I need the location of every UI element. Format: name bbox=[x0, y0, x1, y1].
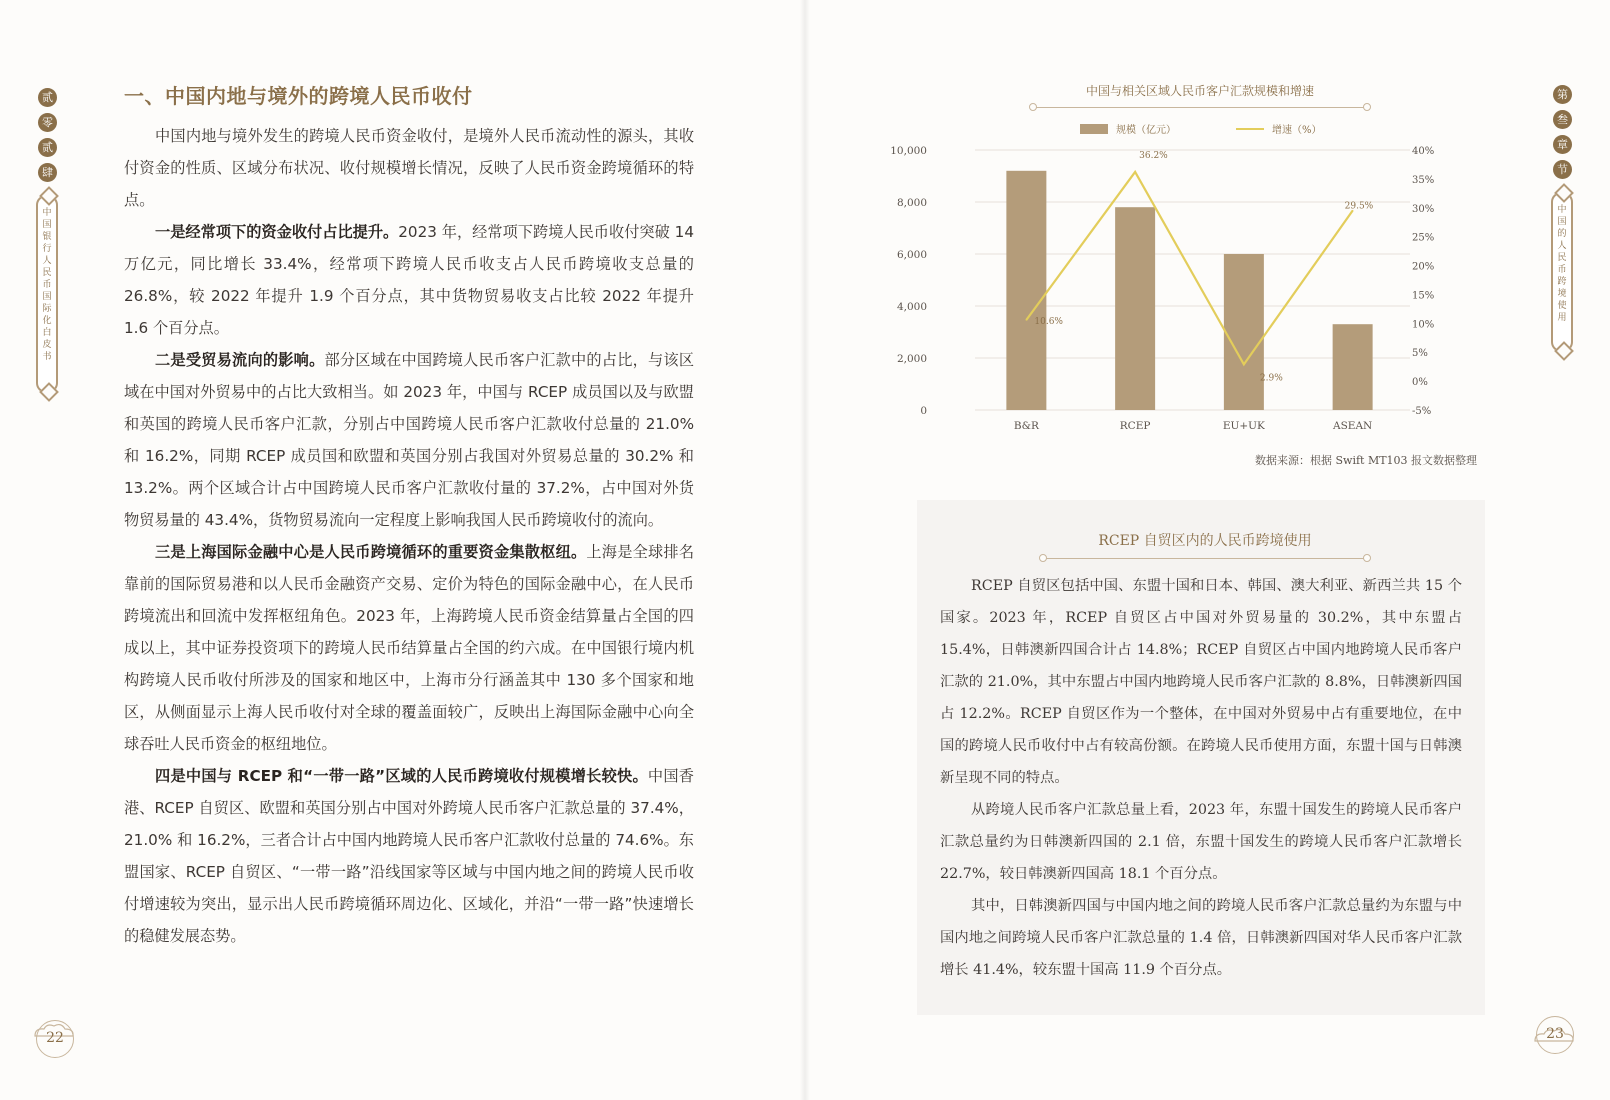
bar-line-chart bbox=[890, 140, 1475, 450]
legend-bar-swatch bbox=[1080, 124, 1108, 134]
right-side-badges bbox=[1553, 85, 1572, 179]
right-side-title-scroll bbox=[1551, 192, 1573, 352]
side-title-char: 际 bbox=[42, 304, 52, 314]
body-paragraph bbox=[124, 120, 694, 216]
x-tick-label: B&R bbox=[1013, 420, 1039, 432]
chart-bar bbox=[1224, 254, 1264, 410]
left-side-title-scroll bbox=[36, 195, 58, 393]
box-title-block bbox=[1045, 530, 1365, 563]
side-title-char: 白 bbox=[42, 328, 52, 338]
box-paragraph: 其中，日韩澳新四国与中国内地之间的跨境人民币客户汇款总量约为东盟与中国内地之间跨境人民币客户汇款总量的 1.4 倍，日韩澳新四国对华人民币客户汇款增长 41.4%，较东盟十国高 11.9 个百分点。 bbox=[940, 898, 1462, 978]
y-left-tick-label: 0 bbox=[920, 405, 927, 417]
y-right-tick-label: 0% bbox=[1412, 377, 1428, 389]
side-title-char: 人 bbox=[1557, 241, 1567, 251]
chart-bar bbox=[1006, 171, 1046, 410]
x-tick-label: ASEAN bbox=[1333, 420, 1373, 432]
y-right-tick-label: 20% bbox=[1412, 261, 1435, 273]
side-title-char: 银 bbox=[42, 232, 52, 242]
title-ornament-line bbox=[1035, 102, 1365, 112]
chart-title: 中国与相关区域人民币客户汇款规模和增速 bbox=[1085, 84, 1314, 98]
growth-point bbox=[1134, 171, 1136, 173]
paragraph-lead: 三是上海国际金融中心是人民币跨境循环的重要资金集散枢纽。 bbox=[155, 543, 587, 561]
ornament-dot-icon bbox=[1039, 554, 1047, 562]
side-title-char: 的 bbox=[1557, 229, 1567, 239]
y-right-tick-label: 25% bbox=[1412, 232, 1435, 244]
side-badge: 叁 bbox=[1553, 110, 1572, 129]
legend-item-line bbox=[1236, 121, 1322, 136]
legend-line-swatch bbox=[1236, 128, 1264, 130]
side-title-char: 行 bbox=[42, 244, 52, 254]
paragraph-lead: 一是经常项下的资金收付占比提升。 bbox=[155, 223, 399, 241]
book-spine bbox=[800, 0, 810, 1100]
x-tick-label: RCEP bbox=[1119, 420, 1151, 432]
growth-data-label: 10.6% bbox=[1034, 316, 1063, 327]
y-right-tick-label: 35% bbox=[1412, 174, 1435, 186]
side-badge: 第 bbox=[1553, 85, 1572, 104]
page-number-right: 23 bbox=[1536, 1016, 1574, 1054]
paragraph-text: 中国内地与境外发生的跨境人民币资金收付，是境外人民币流动性的源头，其收付资金的性质、区域分布状况、收付规模增长情况，反映了人民币资金跨境循环的特点。 bbox=[124, 127, 694, 209]
side-title-char: 用 bbox=[1557, 313, 1567, 323]
box-body-text bbox=[940, 570, 1462, 986]
side-badge: 肆 bbox=[38, 163, 57, 182]
y-left-tick-label: 10,000 bbox=[890, 145, 927, 157]
body-paragraph bbox=[124, 536, 694, 760]
side-title-char: 书 bbox=[42, 352, 52, 362]
growth-line bbox=[1026, 172, 1352, 364]
box-title: RCEP 自贸区内的人民币跨境使用 bbox=[1098, 533, 1312, 549]
paragraph-lead: 四是中国与 RCEP 和“一带一路”区域的人民币跨境收付规模增长较快。 bbox=[155, 767, 648, 785]
growth-point bbox=[1026, 319, 1028, 321]
paragraph-lead: 二是受贸易流向的影响。 bbox=[155, 351, 325, 369]
chart-legend bbox=[1080, 121, 1322, 136]
side-title-char: 国 bbox=[42, 292, 52, 302]
side-title-char: 化 bbox=[42, 316, 52, 326]
y-right-tick-label: 30% bbox=[1412, 203, 1435, 215]
section-title: 一、中国内地与境外的跨境人民币收付 bbox=[124, 84, 473, 108]
page-number-left: 22 bbox=[36, 1020, 74, 1058]
paragraph-text: 部分区域在中国跨境人民币客户汇款中的占比，与该区域在中国对外贸易中的占比大致相当。如 2023 年，中国与 RCEP 成员国以及与欧盟和英国的跨境人民币客户汇款，分别占中国跨境人民币客户汇款收付总量的 21.0% 和 16.2%，同期 RCEP 成员国和欧盟和英国分别占我国对外贸易总量的 30.2% 和 13.2%。两个区域合计占中国跨境人民币客户汇款收付量的 37.2%，占中国对外货物贸易量的 43.4%，货物贸易流向一定程度上影响我国人民币跨境收付的流向。 bbox=[124, 351, 694, 529]
chart-source: 数据来源：根据 Swift MT103 报文数据整理 bbox=[1255, 454, 1478, 467]
side-title-char: 民 bbox=[42, 268, 52, 278]
body-paragraph bbox=[124, 216, 694, 344]
box-paragraph: RCEP 自贸区包括中国、东盟十国和日本、韩国、澳大利亚、新西兰共 15 个国家。2023 年，RCEP 自贸区占中国对外贸易量的 30.2%，其中东盟占 15.4%，日韩澳新四国合计占 14.8%；RCEP 自贸区占中国内地跨境人民币客户汇款的 21.0%，其中东盟占中国内地跨境人民币客户汇款的 8.8%，日韩澳新四国占 12.2%。RCEP 自贸区作为一个整体，在中国对外贸易中占有重要地位，在中国的跨境人民币收付中占有较高份额。在跨境人民币使用方面，东盟十国与日韩澳新呈现不同的特点。 bbox=[940, 578, 1462, 786]
box-paragraph: 从跨境人民币客户汇款总量上看，2023 年，东盟十国发生的跨境人民币客户汇款总量约为日韩澳新四国的 2.1 倍，东盟十国发生的跨境人民币客户汇款增长 22.7%，较日韩澳新四国高 18.1 个百分点。 bbox=[940, 802, 1462, 882]
chart-title-block bbox=[1035, 82, 1365, 112]
growth-data-label: 29.5% bbox=[1344, 201, 1374, 212]
left-body-text bbox=[124, 120, 694, 952]
y-left-tick-label: 4,000 bbox=[896, 301, 927, 313]
y-right-tick-label: 40% bbox=[1412, 146, 1435, 157]
y-left-tick-label: 8,000 bbox=[896, 197, 927, 209]
y-left-tick-label: 6,000 bbox=[896, 249, 927, 261]
left-side-badges bbox=[38, 88, 57, 182]
side-title-char: 国 bbox=[1557, 217, 1567, 227]
side-title-char: 使 bbox=[1557, 301, 1567, 311]
paragraph-text: 2023 年，经常项下跨境人民币收付突破 14 万亿元，同比增长 33.4%，经常项下跨境人民币收支占人民币跨境收支总量的 26.8%，较 2022 年提升 1.9 个百分点，其中货物贸易收支占比较 2022 年提升 1.6 个百分点。 bbox=[124, 223, 694, 337]
side-title-char: 币 bbox=[42, 280, 52, 290]
side-title-char: 境 bbox=[1557, 289, 1567, 299]
legend-label: 规模（亿元） bbox=[1116, 125, 1176, 136]
side-badge: 节 bbox=[1553, 160, 1572, 179]
y-right-tick-label: 5% bbox=[1412, 348, 1428, 360]
x-tick-label: EU+UK bbox=[1222, 420, 1265, 432]
chart-bar bbox=[1333, 324, 1373, 410]
y-right-tick-label: 10% bbox=[1412, 319, 1435, 331]
legend-item-bar bbox=[1080, 121, 1176, 136]
ornament-dot-icon bbox=[1029, 103, 1037, 111]
y-right-tick-label: 15% bbox=[1412, 290, 1435, 302]
side-badge: 章 bbox=[1553, 135, 1572, 154]
side-title-char: 中 bbox=[1557, 205, 1567, 215]
ornament-dot-icon bbox=[1363, 554, 1371, 562]
side-title-char: 跨 bbox=[1557, 277, 1567, 287]
paragraph-text: 上海是全球排名靠前的国际贸易港和以人民币金融资产交易、定价为特色的国际金融中心，在人民币跨境流出和回流中发挥枢纽角色。2023 年，上海跨境人民币资金结算量占全国的四成以上，其中证券投资项下的跨境人民币结算量占全国的约六成。在中国银行境内机构跨境人民币收付所涉及的国家和地区中，上海市分行涵盖其中 130 多个国家和地区，从侧面显示上海人民币收付对全球的覆盖面较广，反映出上海国际金融中心向全球吞吐人民币资金的枢纽地位。 bbox=[124, 543, 694, 753]
side-title-char: 中 bbox=[42, 208, 52, 218]
ornament-dot-icon bbox=[1363, 103, 1371, 111]
growth-data-label: 36.2% bbox=[1139, 150, 1168, 161]
title-ornament-line bbox=[1045, 553, 1365, 563]
paragraph-text: 中国香港、RCEP 自贸区、欧盟和英国分别占中国对外跨境人民币客户汇款总量的 37.4%，21.0% 和 16.2%，三者合计占中国内地跨境人民币客户汇款收付总量的 74.6%。东盟国家、RCEP 自贸区、“一带一路”沿线国家等区域与中国内地之间的跨境人民币收付增速较为突出，显示出人民币跨境循环周边化、区域化，并沿“一带一路”快速增长的稳健发展态势。 bbox=[124, 767, 694, 945]
growth-data-label: 2.9% bbox=[1259, 373, 1283, 384]
side-title-char: 皮 bbox=[42, 340, 52, 350]
body-paragraph bbox=[124, 760, 694, 952]
side-badge: 贰 bbox=[38, 138, 57, 157]
legend-label: 增速（%） bbox=[1272, 125, 1322, 136]
body-paragraph bbox=[124, 344, 694, 536]
side-badge: 零 bbox=[38, 113, 57, 132]
y-left-tick-label: 2,000 bbox=[896, 353, 927, 365]
side-title-char: 国 bbox=[42, 220, 52, 230]
side-title-char: 人 bbox=[42, 256, 52, 266]
side-title-char: 民 bbox=[1557, 253, 1567, 263]
chart-bar bbox=[1115, 207, 1155, 410]
side-title-char: 币 bbox=[1557, 265, 1567, 275]
y-right-tick-label: -5% bbox=[1412, 406, 1432, 417]
side-badge: 贰 bbox=[38, 88, 57, 107]
growth-point bbox=[1243, 364, 1245, 366]
